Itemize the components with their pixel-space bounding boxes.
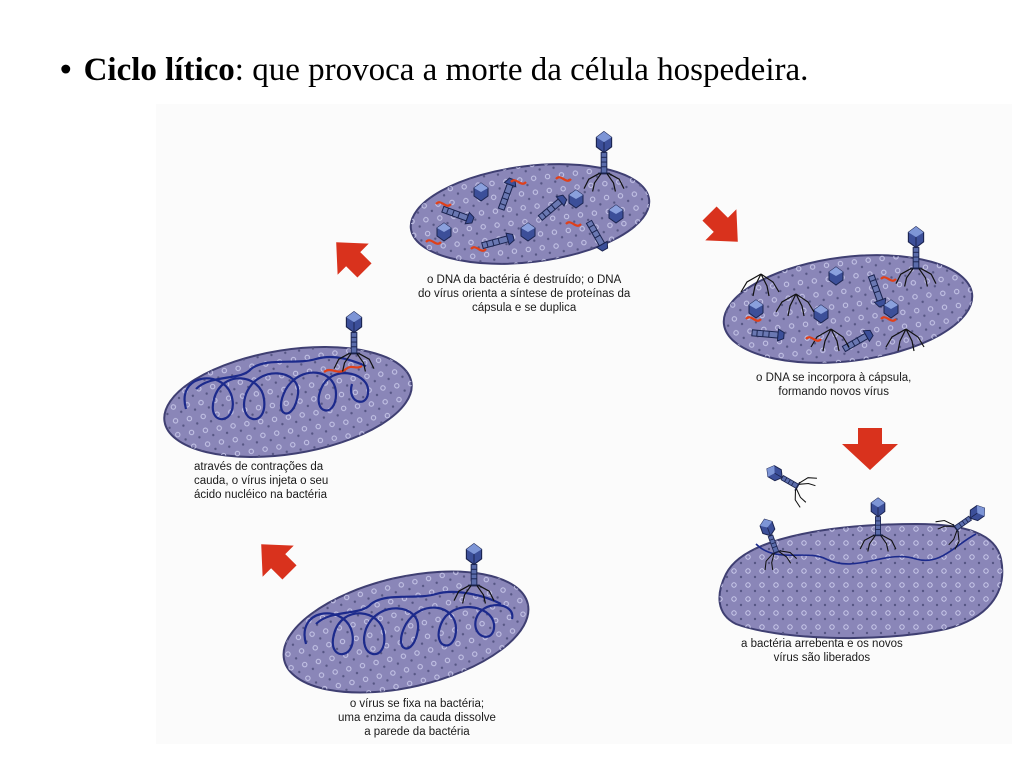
caption-step4: o DNA se incorpora à cápsula, formando novos vírus xyxy=(756,372,912,398)
bacterium-cell-step5 xyxy=(719,454,1002,638)
bacterium-cell-step3 xyxy=(405,132,655,277)
bacterium-cell-step1 xyxy=(272,544,540,714)
bacteriophage-icon xyxy=(759,454,819,508)
caption-step5: a bactéria arrebenta e os novos vírus são liberados xyxy=(741,638,903,664)
cycle-arrow-icon xyxy=(246,529,305,588)
bacterium-cell-step4 xyxy=(718,227,979,376)
title-description: que provoca a morte da célula hospedeira. xyxy=(243,52,809,88)
cycle-arrow-icon xyxy=(321,227,380,286)
caption-step2: através de contrações da cauda, o vírus injeta o seu ácido nucléico na bactéria xyxy=(194,461,329,501)
title-term: Ciclo lítico xyxy=(83,52,235,88)
bacterium-cell-step2 xyxy=(156,312,419,473)
cycle-arrow-icon xyxy=(694,198,753,257)
lytic-cycle-figure xyxy=(156,104,1012,744)
title-colon: : xyxy=(234,52,244,88)
caption-step1: o vírus se fixa na bactéria; uma enzima da cauda dissolve a parede da bactéria xyxy=(338,698,496,738)
cycle-arrow-icon xyxy=(842,428,898,470)
bullet-icon: • xyxy=(60,52,72,88)
caption-step3: o DNA da bactéria é destruído; o DNA do vírus orienta a síntese de proteínas da cápsula e se duplica xyxy=(418,274,631,314)
slide-title xyxy=(60,52,808,89)
